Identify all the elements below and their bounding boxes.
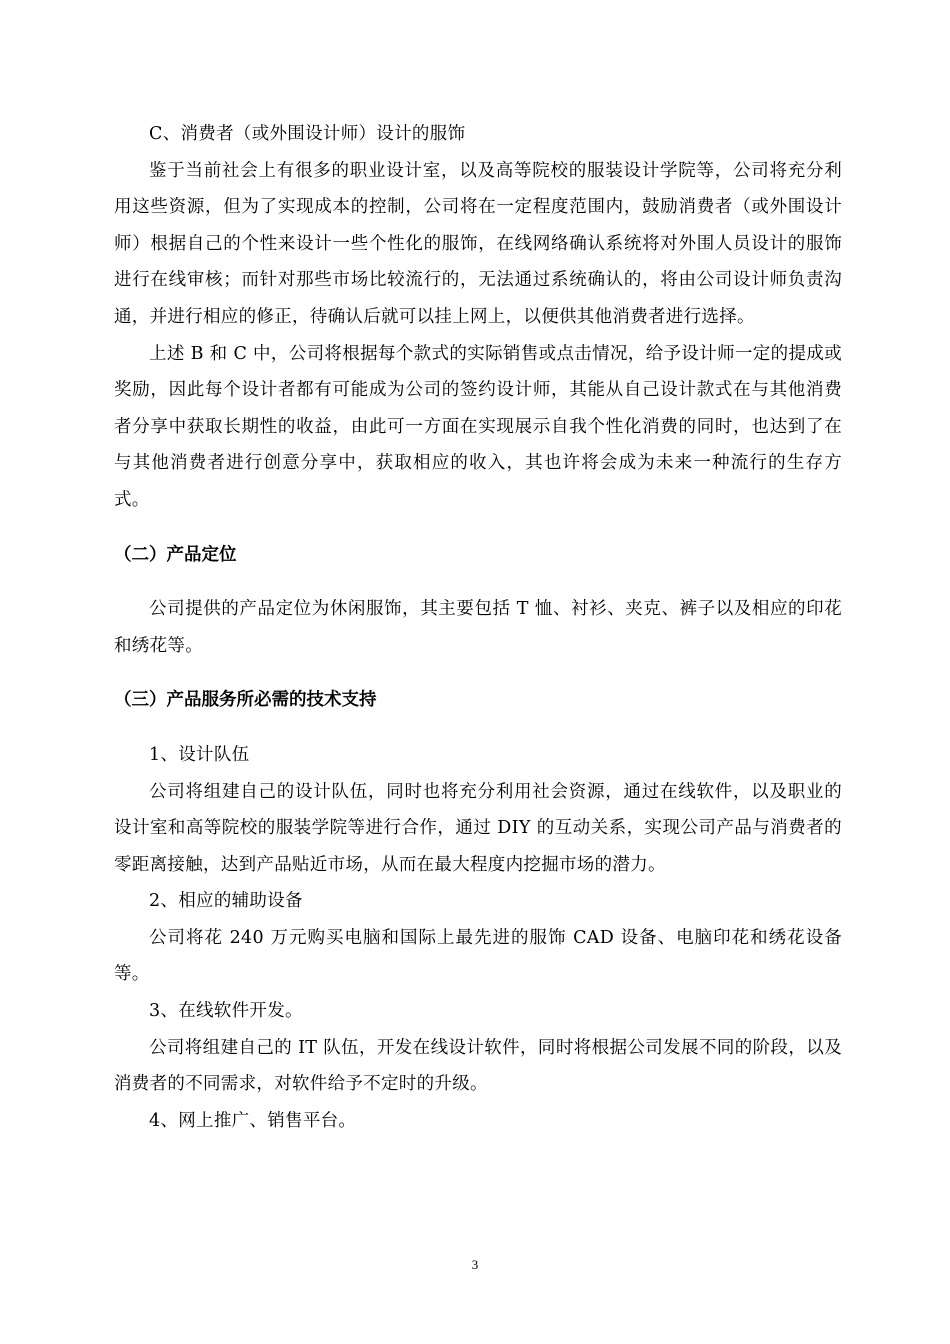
paragraph: 上述 B 和 C 中，公司将根据每个款式的实际销售或点击情况，给予设计师一定的提成或奖励，因此每个设计者都有可能成为公司的签约设计师，其能从自己设计款式在与其他消费者分享中获取长期性的收益，由此可一方面在实现展示自我个性化消费的同时，也达到了在与其他消费者进行创意分享中，获取相应的收入，其也许将会成为未来一种流行的生存方式。 [114,343,842,510]
list-item-2: 2、相应的辅助设备 [149,891,303,912]
paragraph: 公司将花 240 万元购买电脑和国际上最先进的服饰 CAD 设备、电脑印花和绣花设备等。 [114,927,842,985]
section-heading-product-positioning: （二）产品定位 [114,544,237,565]
list-item-4: 4、网上推广、销售平台。 [149,1110,357,1131]
paragraph: 公司提供的产品定位为休闲服饰，其主要包括 T 恤、衬衫、夹克、裤子以及相应的印花和绣花等。 [114,599,842,656]
page-number: 3 [471,1257,479,1272]
list-item-c: C、消费者（或外围设计师）设计的服饰 [149,124,466,144]
document-body [114,116,842,1139]
list-item-3: 3、在线软件开发。 [149,1001,303,1022]
list-item-1: 1、设计队伍 [149,744,250,765]
paragraph: 公司将组建自己的设计队伍，同时也将充分利用社会资源，通过在线软件，以及职业的设计室和高等院校的服装学院等进行合作，通过 DIY 的互动关系，实现公司产品与消费者的零距离接触，达到产品贴近市场，从而在最大程度内挖掘市场的潜力。 [114,781,842,875]
paragraph: 公司将组建自己的 IT 队伍，开发在线设计软件，同时将根据公司发展不同的阶段，以及消费者的不同需求，对软件给予不定时的升级。 [114,1037,842,1095]
section-heading-technical-support: （三）产品服务所必需的技术支持 [114,690,377,711]
paragraph: 鉴于当前社会上有很多的职业设计室，以及高等院校的服装设计学院等，公司将充分利用这些资源，但为了实现成本的控制，公司将在一定程度范围内，鼓励消费者（或外围设计师）根据自己的个性来设计一些个性化的服饰，在线网络确认系统将对外围人员设计的服饰进行在线审核；而针对那些市场比较流行的，无法通过系统确认的，将由公司设计师负责沟通，并进行相应的修正，待确认后就可以挂上网上，以便供其他消费者进行选择。 [114,160,842,327]
